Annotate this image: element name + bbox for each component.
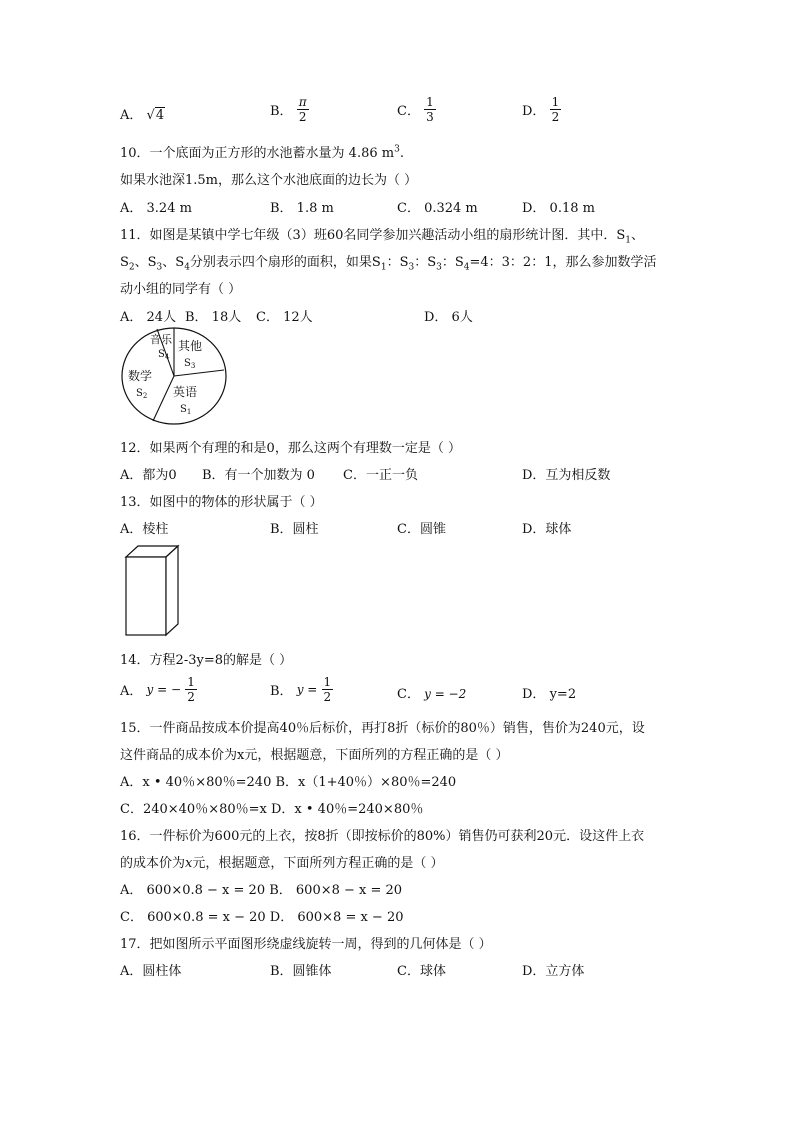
q12-option-a: A．都为0 (120, 468, 177, 483)
pie-music-sub: 4 (164, 353, 170, 361)
q14-c-text: y = −2 (424, 687, 467, 701)
q13-option-a: A．棱柱 (120, 522, 169, 537)
q14-c-letter: C． (397, 687, 420, 702)
q11-l2-sub2: 2 (128, 262, 135, 273)
pie-math-sub: 2 (142, 392, 148, 400)
q10-option-d: D． 0.18 m (522, 201, 595, 216)
q11-stem-line1 (120, 224, 644, 246)
q15-options-ab: A．x • 40％×80％=240 B．x（1+40％）×80％=240 (120, 775, 457, 790)
q14-a-fraction (185, 676, 197, 703)
q9-option-d (522, 96, 561, 123)
prism-front-face (126, 557, 166, 635)
q9-b-den: 2 (298, 110, 307, 124)
q14-a-letter: A． (120, 684, 143, 699)
q11-l2-sub-k: 4 (463, 262, 470, 273)
pie-math-s: S (136, 388, 143, 399)
q14-a-den: 2 (187, 690, 195, 704)
q9-b-num: π (298, 95, 307, 109)
q17-option-d: D．立方体 (522, 964, 585, 979)
q15-stem-line2: 这件商品的成本价为x元，根据题意，下面所列的方程正确的是（ ） (120, 748, 509, 763)
q11-l1-a: 11．如图是某镇中学七年级（3）班60名同学参加兴趣活动小组的扇形统计图．其中．S (120, 228, 626, 243)
q11-l2-a: S (120, 255, 129, 270)
q11-l1-b: 、 (631, 228, 645, 243)
q11-stem-line2 (120, 251, 656, 273)
q14-a-num: 1 (187, 675, 195, 689)
q10-text-b: . (399, 146, 404, 161)
q13-option-b: B．圆柱 (270, 522, 319, 537)
q10-option-a: A． 3.24 m (120, 201, 192, 216)
q14-a-lhs: y = − (146, 682, 182, 697)
q11-l2-sub-i: 3 (436, 262, 442, 273)
q14-option-d (522, 683, 576, 702)
pie-english-sub: 1 (186, 408, 192, 416)
q12-option-c: C．一正一负 (343, 468, 418, 483)
q10-text-a: 10．一个底面为正方形的水池蓄水量为 4.86 m (120, 146, 395, 161)
q9-option-a (120, 104, 165, 123)
q11-l2-sub3: 3 (156, 262, 163, 273)
q9-option-c (397, 96, 436, 123)
q9-fraction-d (550, 96, 562, 123)
prism-side-face (166, 546, 178, 635)
q11-l2-f: ：S (386, 255, 409, 270)
q11-l2-l: =4：3：2：1，那么参加数学活 (469, 255, 657, 270)
q17-option-c: C．球体 (397, 964, 446, 979)
q17-option-b: B．圆锥体 (270, 964, 332, 979)
pie-english-s: S (180, 404, 187, 415)
q13-option-d: D．球体 (522, 522, 572, 537)
q14-b-fraction (322, 676, 334, 703)
q14-b-letter: B． (270, 684, 293, 699)
q14-b-num: 1 (323, 675, 332, 689)
q14-b-den: 2 (323, 690, 332, 704)
pie-music-s: S (158, 349, 165, 360)
q9-option-b-letter: B． (270, 104, 293, 119)
q9-c-num: 1 (426, 95, 434, 109)
q14-d-text: y=2 (549, 687, 577, 702)
q14-option-b (270, 676, 333, 703)
pie-label-music: 音乐 (150, 333, 172, 346)
q14-b-lhs: y = (296, 682, 318, 697)
q10-sup: 3 (394, 144, 400, 155)
q11-option-b: B． 18人 (185, 310, 242, 325)
q16-stem-line1: 16．一件标价为600元的上衣，按8折（即按标价的80%）销售仍可获利20元．设这件上衣 (120, 829, 645, 844)
q16-options-cd: C． 600×0.8 = x − 20 D． 600×8 = x − 20 (120, 910, 404, 925)
sqrt-4: √4 (146, 108, 165, 123)
q9-d-den: 2 (551, 110, 560, 124)
q11-option-d: D． 6人 (424, 310, 473, 325)
q12-option-d: D．互为相反数 (522, 468, 611, 483)
pie-label-english: 英语 (173, 385, 198, 399)
q10-option-c: C． 0.324 m (397, 201, 478, 216)
q10-stem-line1 (120, 142, 404, 161)
q14-stem: 14．方程2-3y=8的解是（ ） (120, 653, 293, 668)
q14-option-c (397, 683, 466, 702)
q11-l2-h: ：S (414, 255, 437, 270)
q16-l2-a: 的成本价为 (120, 856, 186, 871)
q9-d-num: 1 (551, 95, 560, 109)
q11-option-c: C． 12人 (256, 310, 313, 325)
q11-stem-line3: 动小组的同学有（ ） (120, 282, 242, 297)
q9-option-d-letter: D． (522, 104, 546, 119)
q12-option-b: B．有一个加数为 0 (202, 468, 315, 483)
q11-l2-b: 、S (134, 255, 157, 270)
q12-stem: 12．如果两个有理的和是0，那么这两个有理数一定是（ ） (120, 441, 461, 456)
q16-l2-x: x (185, 856, 193, 871)
q16-l2-b: 元，根据题意，下面所列方程正确的是（ ） (192, 856, 444, 871)
q13-prism-figure (122, 543, 182, 639)
q9-option-b (270, 96, 309, 123)
q14-d-letter: D． (522, 687, 546, 702)
q11-option-a: A． 24人 (120, 310, 177, 325)
q17-stem: 17．把如图所示平面图形绕虚线旋转一周，得到的几何体是（ ） (120, 937, 492, 952)
q11-l2-sub4: 4 (184, 262, 190, 273)
q11-l2-d: 分别表示四个扇形的面积，如果S (189, 255, 381, 270)
q11-l1-sub1: 1 (625, 235, 631, 246)
q9-option-a-letter: A． (120, 108, 143, 123)
q15-options-cd: C．240×40％×80％=x D．x • 40％=240×80％ (120, 802, 424, 817)
pie-other-sub: 3 (190, 362, 196, 370)
q10-option-b: B． 1.8 m (270, 201, 334, 216)
q13-stem: 13．如图中的物体的形状属于（ ） (120, 495, 323, 510)
pie-label-other: 其他 (178, 339, 203, 353)
q13-option-c: C．圆锥 (397, 522, 446, 537)
q9-fraction-c (424, 96, 436, 123)
q11-l2-c: 、S (162, 255, 185, 270)
q14-option-a (120, 676, 197, 703)
q9-radicand: 4 (155, 108, 165, 123)
q11-pie-figure (120, 326, 230, 426)
q16-options-ab: A． 600×0.8 − x = 20 B． 600×8 − x = 20 (120, 883, 403, 898)
q17-option-a: A．圆柱体 (120, 964, 182, 979)
q16-stem-line2 (120, 852, 444, 871)
q11-l2-sub-e: 1 (380, 262, 387, 273)
q9-fraction-b (297, 96, 309, 123)
pie-label-math: 数学 (128, 369, 153, 383)
q10-stem-line2: 如果水池深1.5m，那么这个水池底面的边长为（ ） (120, 173, 418, 188)
q9-c-den: 3 (426, 110, 434, 124)
q11-l2-j: ：S (441, 255, 464, 270)
q11-l2-sub-g: 3 (408, 262, 415, 273)
q9-option-c-letter: C． (397, 104, 420, 119)
pie-other-s: S (184, 358, 191, 369)
q15-stem-line1: 15．一件商品按成本价提高40％后标价，再打8折（标价的80％）销售，售价为240元，设 (120, 721, 645, 736)
